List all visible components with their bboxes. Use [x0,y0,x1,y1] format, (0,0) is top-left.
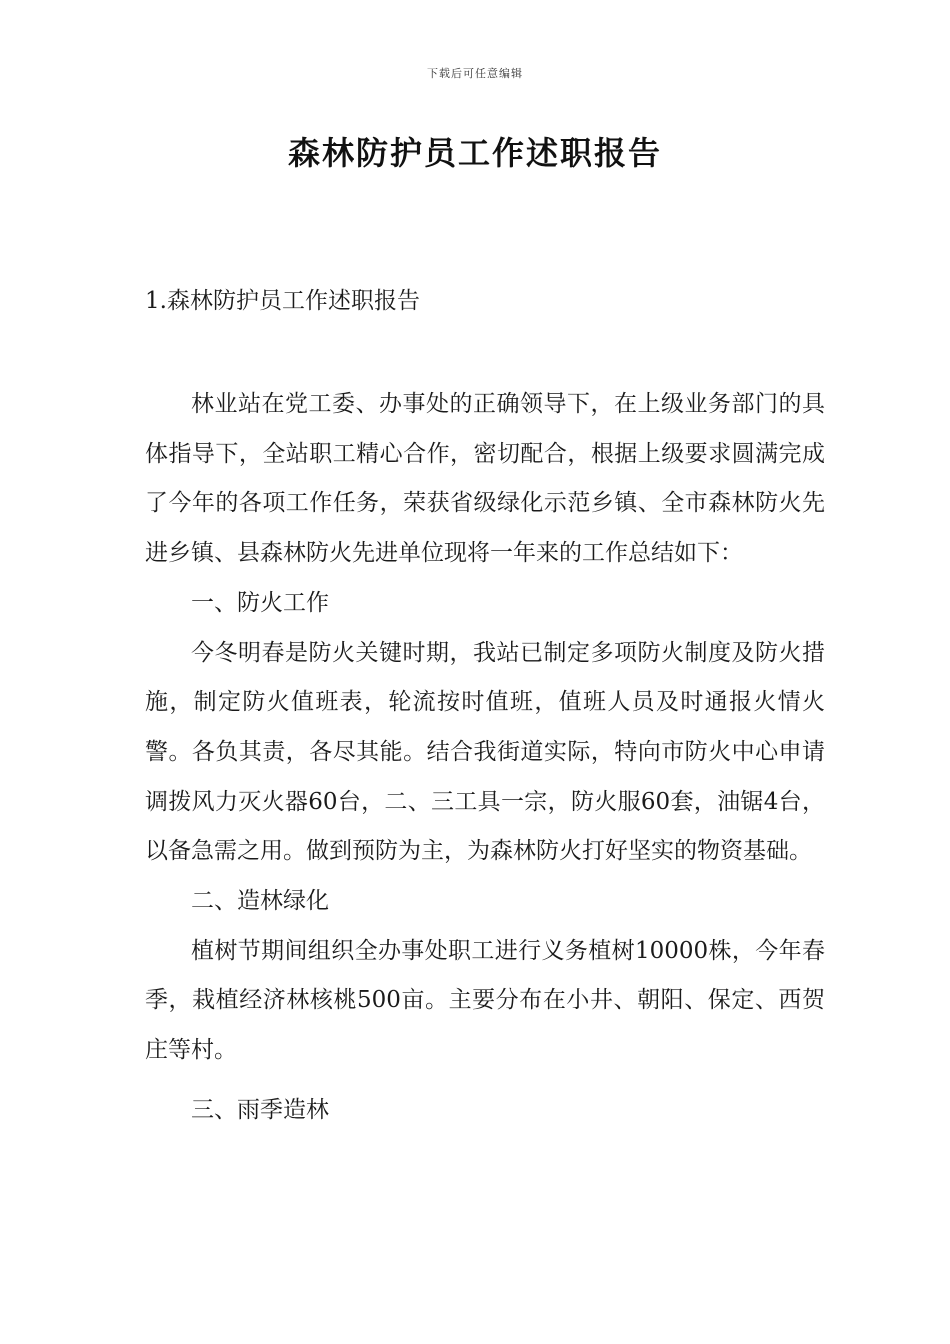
heading-rainy-season: 三、雨季造林 [191,1096,329,1123]
section-label: 1.森林防护员工作述职报告 [145,288,420,314]
afforestation-paragraph: 植树节期间组织全办事处职工进行义务植树10000株，今年春季，栽植经济林核桃500亩。主要分布在小井、朝阳、保定、西贺庄等村。 [145,937,825,1064]
heading-fire-prevention: 一、防火工作 [191,589,329,616]
document-title: 森林防护员工作述职报告 [287,134,662,172]
heading-afforestation: 二、造林绿化 [191,888,329,915]
document-body [145,380,825,1136]
header-note: 下载后可任意编辑 [427,67,523,80]
intro-paragraph: 林业站在党工委、办事处的正确领导下，在上级业务部门的具体指导下，全站职工精心合作，密切配合，根据上级要求圆满完成了今年的各项工作任务，荣获省级绿化示范乡镇、全市森林防火先进乡镇、县森林防火先进单位现将一年来的工作总结如下： [145,391,825,567]
spacer [145,1076,825,1086]
fire-prevention-paragraph: 今冬明春是防火关键时期，我站已制定多项防火制度及防火措施，制定防火值班表，轮流按时值班，值班人员及时通报火情火警。各负其责，各尽其能。结合我街道实际，特向市防火中心申请调拨风力灭火器60台，二、三工具一宗，防火服60套，油锯4台，以备急需之用。做到预防为主，为森林防火打好坚实的物资基础。 [145,639,825,865]
